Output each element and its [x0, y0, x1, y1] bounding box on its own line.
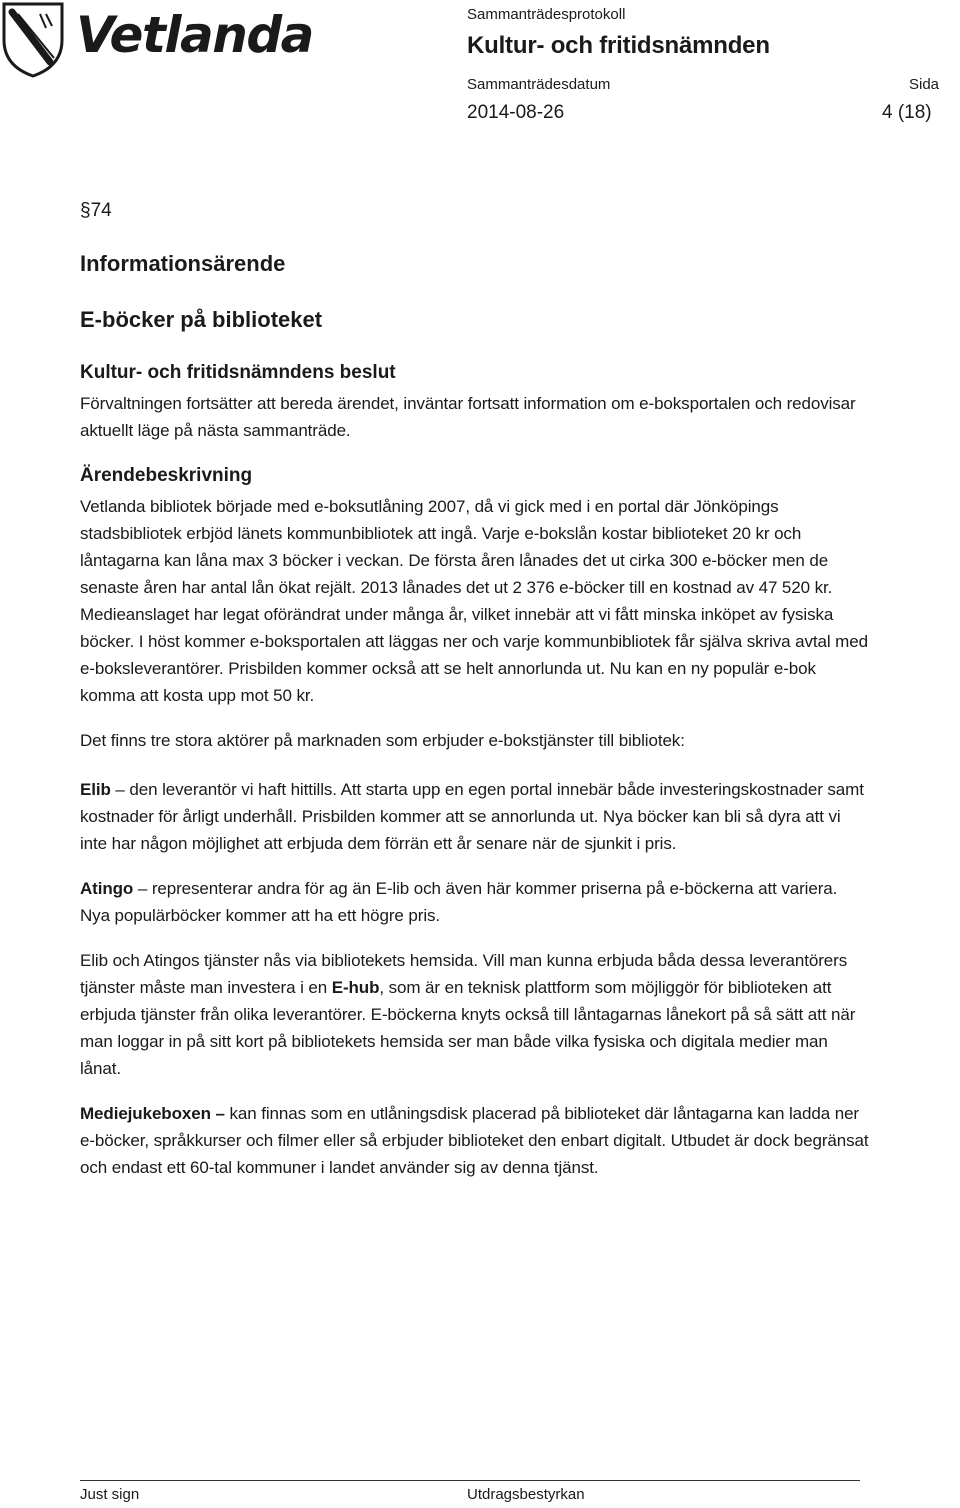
ehub-name: E-hub [331, 978, 380, 997]
document-body [80, 198, 870, 1199]
section-subheading: E-böcker på biblioteket [80, 307, 323, 332]
elib-name: Elib [80, 780, 111, 799]
atingo-paragraph [80, 875, 870, 929]
paragraph-number: §74 [80, 200, 112, 221]
decision-text: Förvaltningen fortsätter att bereda ärendet, inväntar fortsatt information om e-boksportalen och redovisar aktuellt läge på nästa sammanträde. [80, 394, 856, 440]
actors-intro: Det finns tre stora aktörer på marknaden som erbjuder e-bokstjänster till bibliotek: [80, 731, 685, 750]
decision-heading: Kultur- och fritidsnämndens beslut [80, 362, 396, 383]
ehub-before: Elib och Atingos tjänster nås via bibliotekets hemsida. Vill man kunna erbjuda båda dessa leverantörers tjänster måste man investera i en [80, 951, 848, 997]
elib-paragraph [80, 776, 870, 857]
ehub-after: , som är en teknisk plattform som möjliggör för biblioteken att erbjuda tjänster från olika leverantörer. E-böckerna knyts också till låntagarnas lånekort på så sätt att när man loggar in på sitt kort på bibliotekets hemsida ser man både vilka fysiska och digitala medier man lånat. [80, 978, 856, 1078]
page-label: Sida [909, 76, 940, 93]
atingo-text: – representerar andra för ag än E-lib och även här kommer priserna på e-böckerna att variera. Nya populärböcker kommer att ha ett högre pris. [80, 879, 838, 925]
description-heading: Ärendebeskrivning [80, 465, 253, 486]
coat-of-arms-icon [0, 0, 72, 78]
section-heading: Informationsärende [80, 251, 286, 276]
committee-name: Kultur- och fritidsnämnden [467, 32, 770, 59]
mediejukebox-paragraph [80, 1100, 870, 1181]
date-label: Sammanträdesdatum [467, 76, 611, 93]
protocol-label: Sammanträdesprotokoll [467, 6, 626, 23]
atingo-name: Atingo [80, 879, 134, 898]
elib-text: – den leverantör vi haft hittills. Att starta upp en egen portal innebär både investeringskostnader samt kostnader för årligt underhåll. Prisbilden kommer att se annorlunda ut. Nya böcker kan bli så dyra att vi inte har någon möjlighet att erbjuda dem förrän ett år senare när de sjunkit i pris. [80, 780, 864, 853]
meeting-date: 2014-08-26 [467, 102, 565, 123]
extract-label: Utdragsbestyrkan [467, 1486, 585, 1503]
logo-wordmark: Vetlanda [76, 6, 313, 64]
municipality-logo [0, 0, 313, 80]
sign-label: Just sign [80, 1486, 140, 1503]
ehub-paragraph [80, 947, 870, 1082]
mediejukebox-name: Mediejukeboxen – [80, 1104, 225, 1123]
mediejukebox-text: kan finnas som en utlåningsdisk placerad på biblioteket där låntagarna kan ladda ner e-böcker, språkkurser och filmer eller så erbjuder biblioteket den enbart digitalt. Utbudet är dock begränsat och endast ett 60-tal kommuner i landet använder sig av denna tjänst. [80, 1104, 869, 1177]
description-text: Vetlanda bibliotek började med e-boksutlåning 2007, då vi gick med i en portal där Jönköpings stadsbibliotek erbjöd länets kommunbibliotek att ingå. Varje e-bokslån kostar biblioteket 20 kr och låntagarna kan låna max 3 böcker i veckan. De första åren lånades det ut cirka 300 e-böcker men de senaste åren har antal lån ökat rejält. 2013 lånades det ut 2 376 e-böcker till en kostnad av 47 520 kr. Medieanslaget har legat oförändrat under många år, vilket innebär att vi fått minska inköpet av fysiska böcker. I höst kommer e-boksportalen att läggas ner och varje kommunbibliotek får själva skriva avtal med e-boksleverantörer. Prisbilden kommer också att se helt annorlunda ut. Nu kan en ny populär e-bok komma att kosta upp mot 50 kr. [80, 497, 868, 705]
page-number: 4 (18) [882, 102, 932, 123]
footer-divider [80, 1480, 860, 1481]
